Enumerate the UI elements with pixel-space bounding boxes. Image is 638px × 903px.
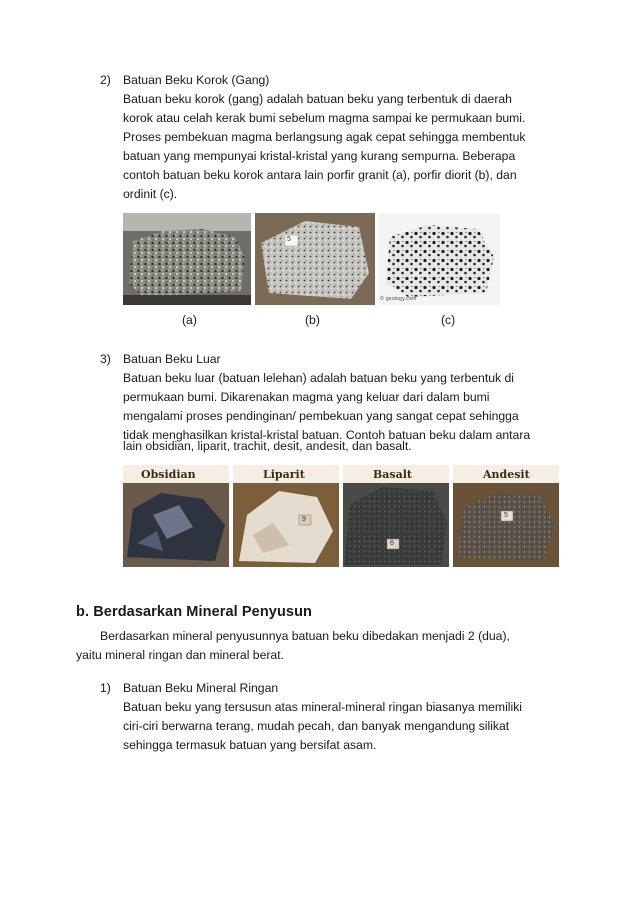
- list-number: 2): [100, 73, 111, 87]
- rock-photo-porfir-granit: [123, 213, 251, 305]
- rock-photo-ordinit: [378, 213, 500, 305]
- paragraph-line: korok atau celah kerak bumi sebelum magma sampai ke permukaan bumi.: [123, 111, 526, 125]
- paragraph-line: batuan yang mempunyai kristal-kristal yang kurang sempurna. Beberapa: [123, 149, 516, 163]
- paragraph-line: Proses pembekuan magma berlangsung agak cepat sehingga membentuk: [123, 130, 526, 144]
- paragraph-line: mengalami proses pendinginan/ pembekuan yang sangat cepat sehingga: [123, 409, 519, 423]
- sample-tag-icon: 6: [390, 540, 394, 547]
- rock-photo-porfir-diorit: [255, 213, 375, 305]
- photo-credit: © geology.com: [380, 296, 417, 302]
- paragraph-line: permukaan bumi. Dikarenakan magma yang keluar dari dalam bumi: [123, 390, 490, 404]
- paragraph-line: Batuan beku korok (gang) adalah batuan beku yang terbentuk di daerah: [123, 92, 512, 106]
- list-number: 1): [100, 681, 111, 695]
- paragraph-line: contoh batuan beku korok antara lain porfir granit (a), porfir diorit (b), dan: [123, 168, 517, 182]
- sample-tag-icon: 5: [504, 512, 508, 519]
- paragraph-line: Batuan beku yang tersusun atas mineral-mineral ringan biasanya memiliki: [123, 700, 523, 714]
- paragraph-line: sehingga termasuk batuan yang bersifat asam.: [123, 738, 377, 752]
- list-number: 3): [100, 352, 111, 366]
- rock-photo-andesit: [453, 465, 559, 567]
- rock-photo-basalt: [343, 465, 449, 567]
- sample-tag-icon: 9: [302, 516, 306, 523]
- rock-label-obsidian: Obsidian: [141, 468, 196, 481]
- paragraph-line: lain obsidian, liparit, trachit, desit, andesit, dan basalt.: [123, 439, 412, 453]
- item-title: Batuan Beku Korok (Gang): [123, 73, 270, 87]
- section-heading: b. Berdasarkan Mineral Penyusun: [76, 604, 312, 620]
- rock-label-andesit: Andesit: [483, 468, 530, 481]
- paragraph-line: Batuan beku luar (batuan lelehan) adalah batuan beku yang terbentuk di: [123, 371, 514, 385]
- intro-line: yaitu mineral ringan dan mineral berat.: [76, 648, 284, 662]
- item-title: Batuan Beku Mineral Ringan: [123, 681, 279, 695]
- paragraph-line: ciri-ciri berwarna terang, mudah pecah, dan banyak mengandung silikat: [123, 719, 510, 733]
- caption-b: (b): [305, 313, 320, 327]
- rock-photo-liparit: [233, 465, 339, 567]
- intro-line: Berdasarkan mineral penyusunnya batuan beku dibedakan menjadi 2 (dua),: [100, 629, 510, 643]
- paragraph-line: ordinit (c).: [123, 187, 178, 201]
- paragraph-line: tidak menghasilkan kristal-kristal batuan. Contoh batuan beku dalam antara: [123, 428, 531, 442]
- rock-label-basalt: Basalt: [373, 468, 413, 481]
- caption-c: (c): [441, 313, 456, 327]
- rock-label-liparit: Liparit: [263, 468, 305, 481]
- caption-a: (a): [182, 313, 197, 327]
- item-title: Batuan Beku Luar: [123, 352, 221, 366]
- rock-photo-obsidian: [123, 465, 229, 567]
- sample-tag-icon: 5: [287, 236, 291, 243]
